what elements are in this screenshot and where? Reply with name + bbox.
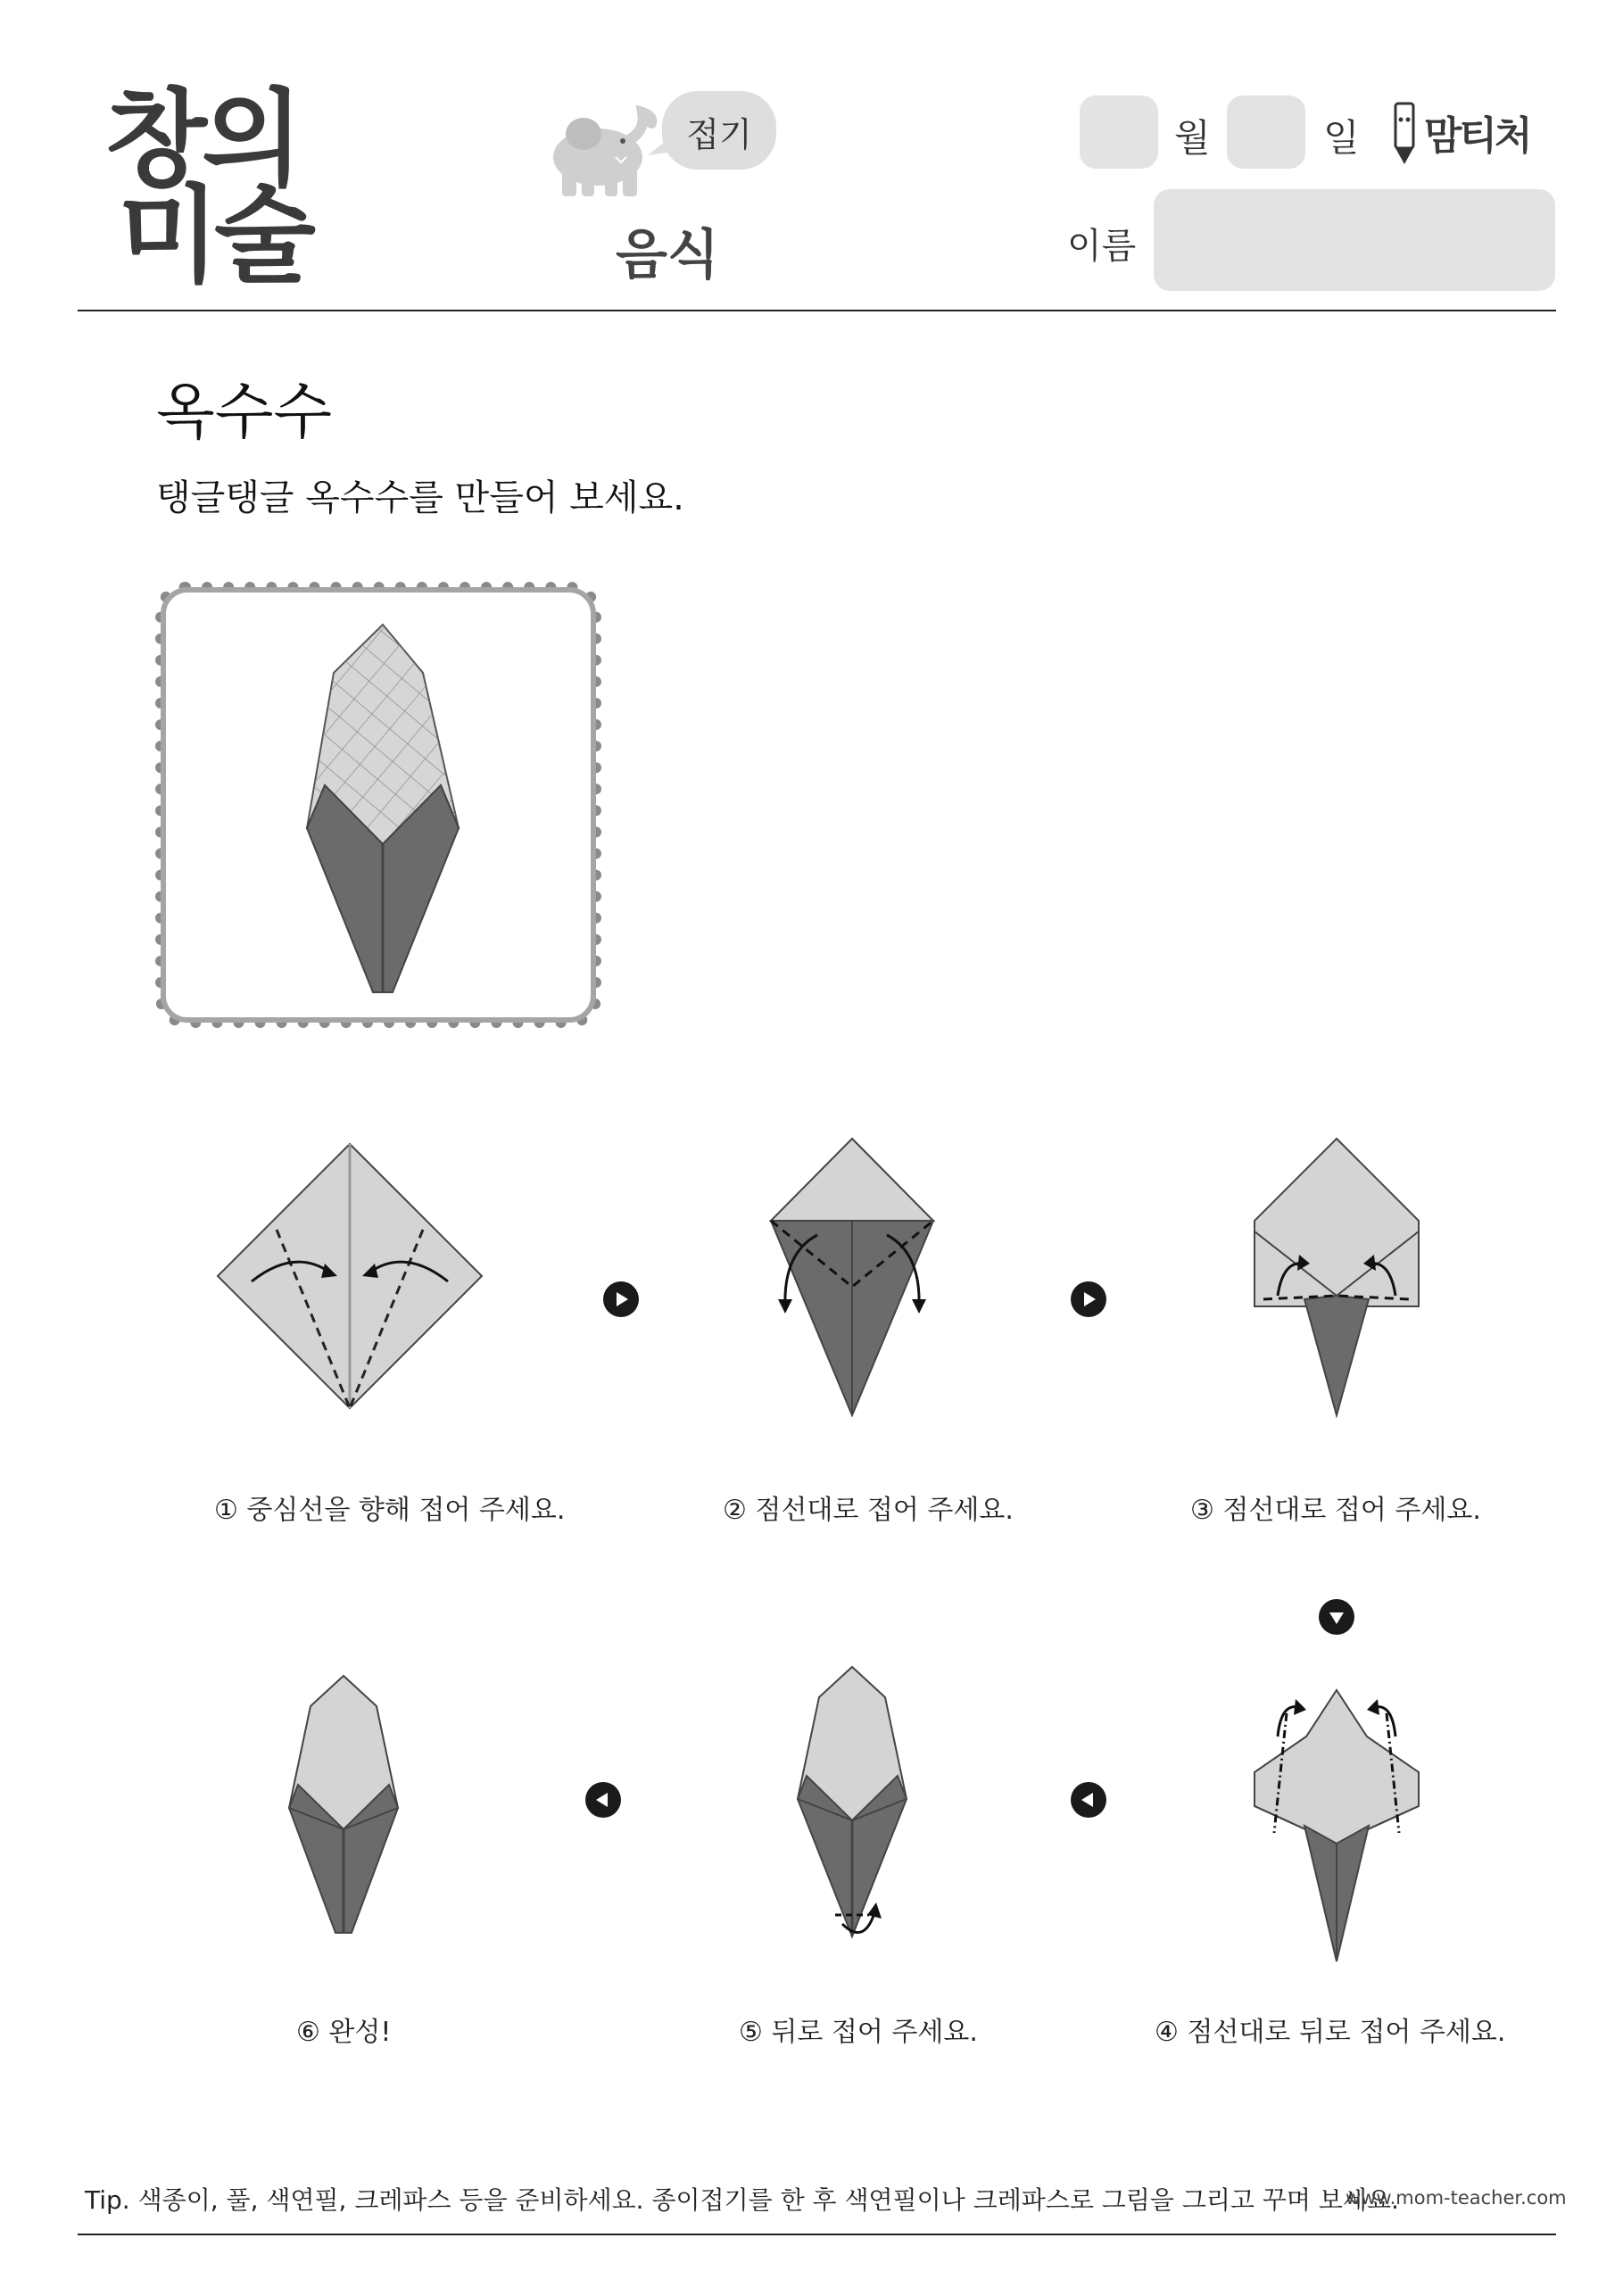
header-divider [78,310,1556,311]
step2-illustration [767,1135,937,1421]
logo-line1: 창의 [105,78,298,201]
step3-caption: ③ 점선대로 접어 주세요. [1190,1495,1481,1526]
step6-illustration [284,1672,403,1936]
name-label: 이름 [1067,226,1137,267]
step5-caption: ⑤ 뒤로 접어 주세요. [739,2017,978,2048]
category-label: 접기 [686,115,752,154]
day-field[interactable] [1227,95,1305,169]
step1-illustration [214,1140,485,1412]
next-step-arrow-icon [603,1281,639,1317]
step1-caption: ① 중심선을 향해 접어 주세요. [214,1495,566,1526]
footer-divider [78,2234,1556,2235]
corn-preview-illustration [298,621,468,996]
logo-line2: 미술 [118,174,311,297]
topic-title: 음식 [616,224,719,286]
next-step-arrow-icon [585,1782,621,1818]
next-step-arrow-icon [1071,1281,1106,1317]
next-step-arrow-icon [1319,1599,1354,1635]
month-label: 월 [1174,116,1211,160]
month-field[interactable] [1080,95,1158,169]
page-subtitle: 탱글탱글 옥수수를 만들어 보세요. [156,477,684,518]
next-step-arrow-icon [1071,1782,1106,1818]
step2-caption: ② 점선대로 접어 주세요. [723,1495,1014,1526]
step6-caption: ⑥ 완성! [296,2017,392,2048]
day-label: 일 [1323,116,1360,160]
footer-url[interactable]: www.mom-teacher.com [1346,2187,1567,2209]
footer-tip: Tip. 색종이, 풀, 색연필, 크레파스 등을 준비하세요. 종이접기를 한 후 색연필이나 크레파스로 그림을 그리고 꾸며 보세요. [85,2185,1399,2215]
pencil-icon [1387,98,1422,166]
name-field[interactable] [1154,189,1555,291]
step5-illustration [792,1663,912,1940]
elephant-icon [546,105,658,199]
step4-illustration [1251,1687,1422,1965]
brand-logo: 맘티처 [1424,113,1530,159]
step3-illustration [1251,1135,1422,1421]
step4-caption: ④ 점선대로 뒤로 접어 주세요. [1155,2017,1506,2048]
page-title: 옥수수 [156,377,333,448]
